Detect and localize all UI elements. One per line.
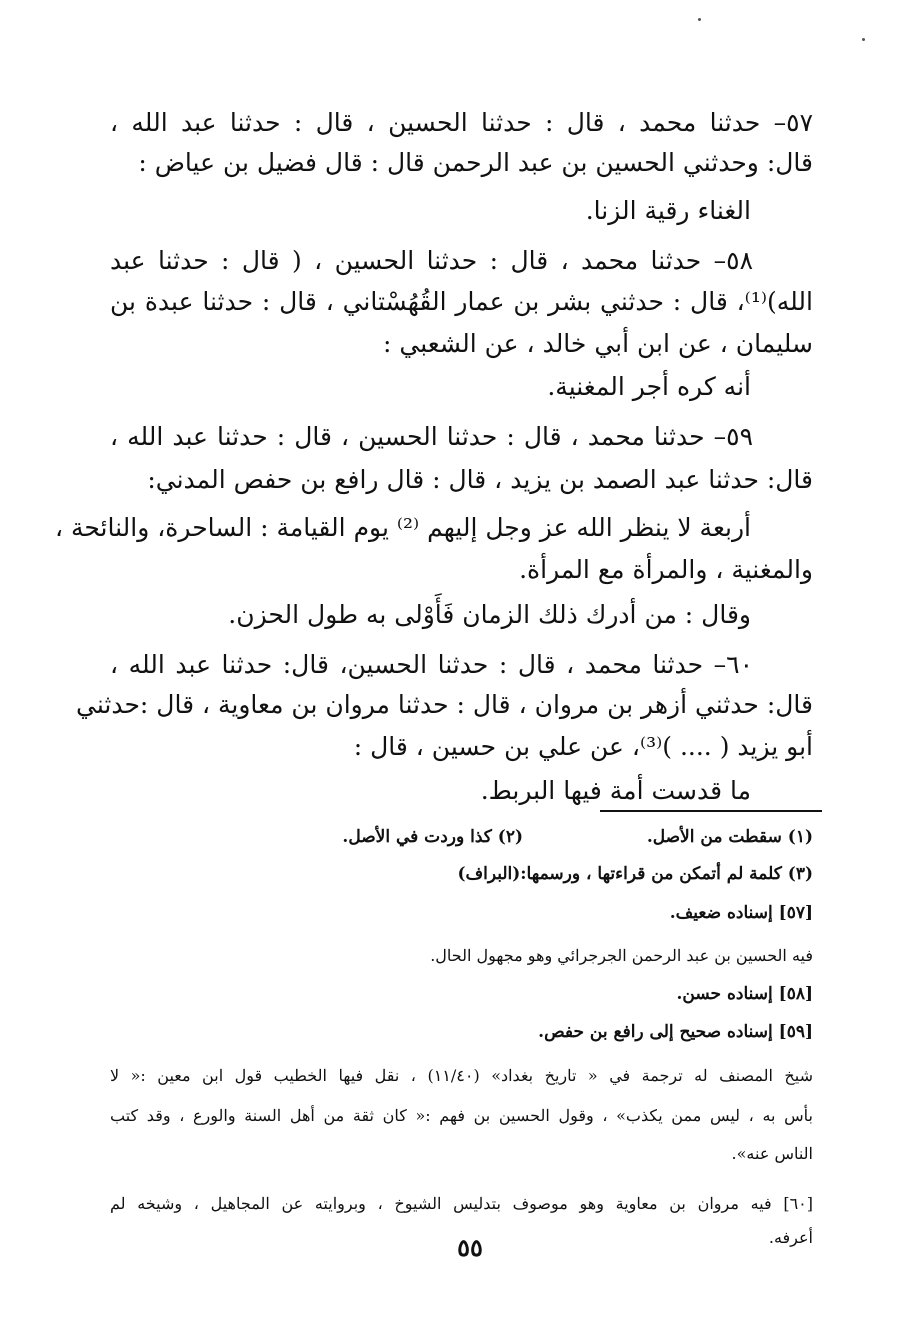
entry-57-line-1: ٥٧– حدثنا محمد ، قال : حدثنا الحسين ، قال : حدثنا عبد الله ، bbox=[110, 108, 813, 137]
entry-59-line-5: وقال : من أدرك ذلك الزمان فَأَوْلى به طول الحزن. bbox=[228, 600, 751, 629]
note-59-heading: [٥٩] إسناده صحيح إلى رافع بن حفص. bbox=[538, 1022, 813, 1042]
entry-59-line-1: ٥٩– حدثنا محمد ، قال : حدثنا الحسين ، قال : حدثنا عبد الله ، bbox=[110, 422, 753, 451]
entry-59-line-3: أربعة لا ينظر الله عز وجل إليهم ⁽²⁾ يوم القيامة : الساحرة، والنائحة ، bbox=[54, 513, 751, 542]
page-number: ٥٥ bbox=[457, 1233, 483, 1262]
footnote-3: (٣) كلمة لم أتمكن من قراءتها ، ورسمها:(البراف) bbox=[457, 864, 813, 884]
entry-57-line-2: قال: وحدثني الحسين بن عبد الرحمن قال : قال فضيل بن عياض : bbox=[138, 148, 813, 177]
entry-58-line-3: سليمان ، عن ابن أبي خالد ، عن الشعبي : bbox=[383, 329, 813, 358]
entry-58-line-1: ٥٨– حدثنا محمد ، قال : حدثنا الحسين ، ( قال : حدثنا عبد bbox=[110, 246, 753, 275]
entry-60-line-3: أبو يزيد ( .... )⁽³⁾، عن علي بن حسين ، قال : bbox=[353, 732, 813, 761]
note-57-heading: [٥٧] إسناده ضعيف. bbox=[669, 903, 813, 923]
note-60-line-2: أعرفه. bbox=[768, 1228, 813, 1247]
footnote-2: (٢) كذا وردت في الأصل. bbox=[342, 827, 523, 847]
note-59-body-line-3: الناس عنه». bbox=[731, 1144, 813, 1163]
entry-57-line-3: الغناء رقية الزنا. bbox=[585, 196, 751, 225]
scan-speck bbox=[862, 38, 865, 41]
entry-60-line-4: ما قدست أمة فيها البربط. bbox=[480, 776, 751, 805]
entry-60-line-1: ٦٠– حدثنا محمد ، قال : حدثنا الحسين، قال: حدثنا عبد الله ، bbox=[110, 650, 753, 679]
note-57-body: فيه الحسين بن عبد الرحمن الجرجرائي وهو مجهول الحال. bbox=[430, 946, 813, 965]
entry-58-line-4: أنه كره أجر المغنية. bbox=[547, 372, 751, 401]
note-60-line-1: [٦٠] فيه مروان بن معاوية وهو موصوف بتدليس الشيوخ ، وبروايته عن المجاهيل ، وشيخه لم bbox=[110, 1194, 813, 1213]
note-58-heading: [٥٨] إسناده حسن. bbox=[676, 984, 813, 1004]
note-59-body-line-1: شيخ المصنف له ترجمة في « تاريخ بغداد» (١١/٤٠) ، نقل فيها الخطيب قول ابن معين :« لا bbox=[110, 1066, 813, 1085]
scan-speck bbox=[698, 18, 701, 21]
note-59-body-line-2: بأس به ، ليس ممن يكذب» ، وقول الحسين بن فهم :« كان ثقة من أهل السنة والورع ، وقد كتب bbox=[110, 1106, 813, 1125]
footnote-separator bbox=[600, 810, 822, 812]
entry-58-line-2: الله)⁽¹⁾، قال : حدثني بشر بن عمار القُهُسْتاني ، قال : حدثنا عبدة بن bbox=[110, 287, 813, 316]
entry-59-line-2: قال: حدثنا عبد الصمد بن يزيد ، قال : قال رافع بن حفص المدني: bbox=[147, 465, 813, 494]
entry-60-line-2: قال: حدثني أزهر بن مروان ، قال : حدثنا مروان بن معاوية ، قال :حدثني bbox=[76, 690, 813, 719]
entry-59-line-4: والمغنية ، والمرأة مع المرأة. bbox=[519, 555, 813, 584]
footnote-1: (١) سقطت من الأصل. bbox=[646, 827, 813, 847]
